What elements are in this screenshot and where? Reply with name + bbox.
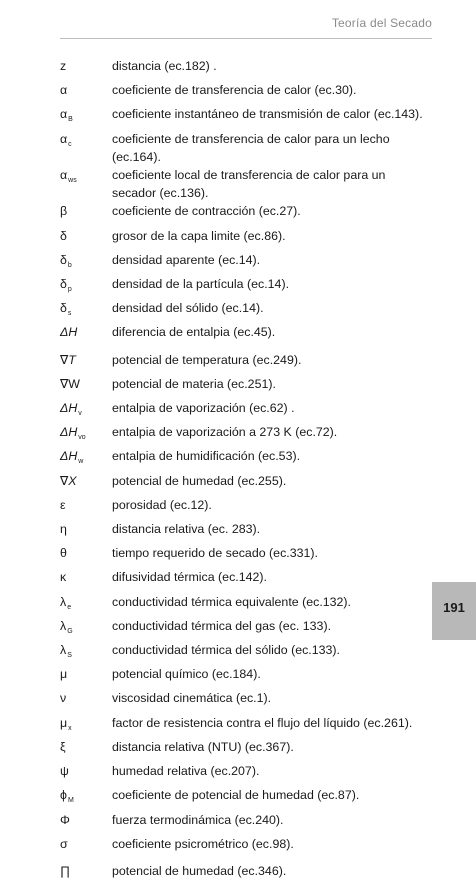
symbol-row (60, 689, 432, 713)
symbol-row (60, 202, 432, 226)
symbol-description: distancia (ec.182) . (112, 59, 217, 73)
symbol: $\alpha_c$ (60, 131, 72, 148)
symbol-description: diferencia de entalpia (ec.45). (112, 325, 276, 340)
symbol-row (60, 447, 432, 471)
page-number-tab (432, 582, 476, 640)
symbol-row (60, 738, 432, 762)
symbol-description: tiempo requerido de secado (ec.331). (112, 546, 318, 561)
symbol: ∇W (60, 376, 80, 391)
symbol: $\alpha_B$ (60, 107, 73, 124)
symbol-description: distancia relativa (ec. 283). (112, 522, 261, 537)
symbol-row (60, 762, 432, 786)
symbol-description: potencial de humedad (ec.346). (112, 863, 287, 878)
symbol-description: porosidad (ec.12). (112, 497, 212, 512)
symbol-description: entalpia de vaporización a 273 K (ec.72). (112, 425, 338, 440)
symbol: $\delta_s$ (60, 301, 72, 318)
symbol-row (60, 57, 432, 81)
symbol-description: densidad de la partícula (ec.14). (112, 277, 290, 292)
symbol-row (60, 665, 432, 689)
symbol: ξ (60, 739, 66, 754)
symbol: κ (60, 570, 67, 585)
symbol-description: factor de resistencia contra el flujo del líquido (ec.261). (112, 715, 413, 730)
symbol-row (60, 835, 432, 859)
symbol-description: conductividad térmica equivalente (ec.132). (112, 594, 351, 609)
symbol: $\lambda_S$ (60, 643, 72, 660)
symbol-row (60, 227, 432, 251)
symbol-description: densidad del sólido (ec.14). (112, 301, 264, 316)
symbol-description: coeficiente de transferencia de calor (ec.30). (112, 83, 357, 98)
symbol: ∇T (60, 352, 76, 367)
symbol-description: coeficiente instantáneo de transmisión de calor (ec.143). (112, 107, 423, 122)
symbol-row (60, 811, 432, 835)
symbol: α (60, 83, 68, 98)
symbol-row (60, 299, 432, 323)
symbol-row (60, 251, 432, 275)
symbol: ν (60, 691, 67, 706)
symbol: μ (60, 667, 68, 682)
symbol-row (60, 617, 432, 641)
symbol-description: conductividad térmica del gas (ec. 133). (112, 618, 332, 633)
symbol-description: potencial de humedad (ec.255). (112, 473, 287, 488)
symbol-row (60, 568, 432, 592)
symbol-row (60, 786, 432, 810)
symbol-description: coeficiente local de transferencia de calor para un secador (ec.136). (112, 168, 386, 201)
symbol-row (60, 399, 432, 423)
symbol-description: coeficiente de transferencia de calor para un lecho (ec.164). (112, 131, 390, 164)
symbol-description: coeficiente de potencial de humedad (ec.87). (112, 788, 360, 803)
symbol: $\delta_p$ (60, 277, 72, 294)
symbol-description: potencial de temperatura (ec.249). (112, 352, 302, 367)
symbol-row (60, 323, 432, 347)
symbol-row (60, 862, 432, 886)
symbol: $\delta_b$ (60, 252, 72, 269)
symbol-row (60, 641, 432, 665)
symbol-row (60, 81, 432, 105)
symbol-description: viscosidad cinemática (ec.1). (112, 691, 272, 706)
symbol: $\phi_M$ (60, 788, 74, 805)
symbol: $\alpha_{ws}$ (60, 168, 77, 185)
symbol-description: potencial químico (ec.184). (112, 667, 261, 682)
symbol: δ (60, 228, 67, 243)
symbol-description: humedad relativa (ec.207). (112, 764, 260, 779)
page-number: 191 (443, 600, 465, 615)
symbol-row (60, 496, 432, 520)
symbol-row (60, 105, 432, 129)
symbol-list (60, 57, 432, 886)
symbol-row (60, 544, 432, 568)
symbol-row (60, 166, 432, 202)
symbol: $\mu_x$ (60, 715, 72, 732)
symbol: ε (60, 497, 66, 512)
symbol-row (60, 472, 432, 496)
symbol: ∏ (60, 863, 71, 878)
symbol-description: difusividad térmica (ec.142). (112, 570, 267, 585)
symbol-description: entalpia de humidificación (ec.53). (112, 449, 301, 464)
symbol-description: distancia relativa (NTU) (ec.367). (112, 739, 294, 754)
symbol: β (60, 204, 68, 219)
symbol: ψ (60, 764, 69, 779)
symbol: ∇X (60, 473, 77, 488)
symbol-row (60, 351, 432, 375)
symbol-description: grosor de la capa limite (ec.86). (112, 228, 286, 243)
symbol-description: coeficiente psicrométrico (ec.98). (112, 836, 294, 851)
symbol-description: potencial de materia (ec.251). (112, 376, 276, 391)
symbol-row (60, 714, 432, 738)
header-divider (60, 38, 432, 39)
symbol-row (60, 520, 432, 544)
symbol: z (60, 59, 67, 73)
symbol-description: conductividad térmica del sólido (ec.133). (112, 643, 340, 658)
symbol-row (60, 130, 432, 166)
symbol: η (60, 522, 67, 537)
symbol-description: fuerza termodinámica (ec.240). (112, 812, 284, 827)
symbol: θ (60, 546, 67, 561)
symbol-row (60, 275, 432, 299)
symbol-row (60, 593, 432, 617)
symbol: $\Delta H_{vo}$ (60, 425, 86, 442)
symbol: $\Delta H_v$ (60, 401, 82, 418)
running-header: Teoría del Secado (331, 16, 432, 30)
symbol-description: entalpia de vaporización (ec.62) . (112, 401, 295, 416)
symbol: $\lambda_e$ (60, 594, 72, 611)
symbol: $\Delta H_w$ (60, 449, 84, 466)
symbol: ΔH (60, 325, 78, 340)
symbol: Φ (60, 812, 70, 827)
symbol-description: densidad aparente (ec.14). (112, 252, 261, 267)
symbol-row (60, 375, 432, 399)
symbol-row (60, 423, 432, 447)
symbol-description: coeficiente de contracción (ec.27). (112, 204, 301, 219)
symbol: $\lambda_G$ (60, 618, 73, 635)
symbol: σ (60, 836, 68, 851)
